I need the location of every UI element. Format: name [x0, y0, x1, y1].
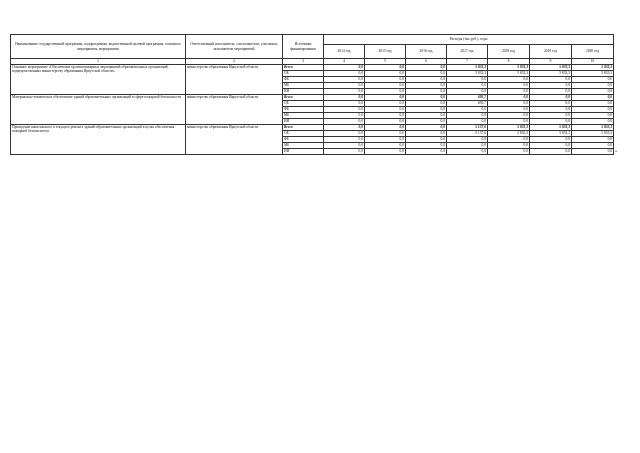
column-index: 2: [186, 59, 283, 65]
expense-value: 0,0: [488, 88, 530, 94]
funding-source: Всего: [283, 124, 324, 130]
expense-value: 0,0: [572, 136, 614, 142]
expense-value: 0,0: [530, 94, 572, 100]
expense-value: 0,0: [572, 88, 614, 94]
activity-executor: министерство образования Иркутской области: [186, 94, 283, 124]
expense-value: 0,0: [530, 148, 572, 154]
column-index: 4: [324, 59, 365, 65]
expense-value: 0,0: [365, 112, 406, 118]
expense-value: 0,0: [324, 112, 365, 118]
expense-value: 0,0: [488, 148, 530, 154]
header-executor: Ответственный исполнитель, соисполнители, участники, исполнители мероприятий: [186, 35, 283, 59]
funding-source: МБ: [283, 112, 324, 118]
expense-value: 5 833,3: [530, 124, 572, 130]
column-index: 9: [530, 59, 572, 65]
expense-value: 0,0: [488, 106, 530, 112]
expense-value: 5 833,3: [530, 130, 572, 136]
expense-value: 0,0: [447, 112, 488, 118]
expense-value: 0,0: [530, 112, 572, 118]
header-expenses: Расходы (тыс.руб.), годы: [324, 35, 614, 45]
header-year: 2018 год: [488, 45, 530, 59]
expense-value: 0,0: [530, 76, 572, 82]
financing-table: [10, 34, 614, 155]
expense-value: 5 833,3: [488, 64, 530, 70]
financing-table-sheet: [10, 34, 618, 155]
expense-value: 0,0: [324, 64, 365, 70]
table-body: [11, 64, 614, 154]
expense-value: 0,0: [447, 136, 488, 142]
expense-value: 0,0: [488, 118, 530, 124]
expense-value: 0,0: [572, 148, 614, 154]
expense-value: 695,7: [447, 94, 488, 100]
expense-value: 0,0: [406, 106, 447, 112]
expense-value: 5 833,3: [530, 64, 572, 70]
expense-value: 5 833,3: [488, 70, 530, 76]
expense-value: 0,0: [365, 148, 406, 154]
expense-value: 0,0: [447, 88, 488, 94]
expense-value: 0,0: [406, 88, 447, 94]
expense-value: 0,0: [572, 106, 614, 112]
expense-value: 0,0: [324, 76, 365, 82]
expense-value: 0,0: [406, 76, 447, 82]
expense-value: 0,0: [324, 142, 365, 148]
column-index: 3: [283, 59, 324, 65]
closing-mark: ».: [615, 148, 618, 153]
funding-source: Всего: [283, 94, 324, 100]
expense-value: 0,0: [406, 148, 447, 154]
expense-value: 0,0: [406, 70, 447, 76]
expense-value: 0,0: [447, 142, 488, 148]
expense-value: 0,0: [324, 94, 365, 100]
funding-source: ФБ: [283, 136, 324, 142]
expense-value: 0,0: [447, 106, 488, 112]
column-index: 10: [572, 59, 614, 65]
header-year: 2020 год: [572, 45, 614, 59]
expense-value: 0,0: [572, 94, 614, 100]
expense-value: 0,0: [488, 112, 530, 118]
header-name: Наименование государственной программы, подпрограммы, ведомственной целевой программы, основного мероприятия, мероприятия: [11, 35, 186, 59]
expense-value: 0,0: [324, 100, 365, 106]
activity-name: Основное мероприятие «Обеспечение противопожарных мероприятий образовательных организаций, подведомственных министерству образования Иркутской области»: [11, 64, 186, 94]
expense-value: 5 833,3: [447, 64, 488, 70]
expense-value: 0,0: [365, 76, 406, 82]
expense-value: 0,0: [530, 136, 572, 142]
header-year: 2014 год: [324, 45, 365, 59]
expense-value: 0,0: [324, 136, 365, 142]
expense-value: 0,0: [406, 130, 447, 136]
expense-value: 0,0: [324, 148, 365, 154]
column-index: 1: [11, 59, 186, 65]
expense-value: 0,0: [488, 82, 530, 88]
funding-source: ОБ: [283, 100, 324, 106]
funding-source: ОБ: [283, 70, 324, 76]
column-index: 8: [488, 59, 530, 65]
expense-value: 0,0: [324, 118, 365, 124]
funding-source: МБ: [283, 82, 324, 88]
expense-value: 0,0: [324, 106, 365, 112]
column-index: 6: [406, 59, 447, 65]
expense-value: 0,0: [572, 118, 614, 124]
expense-value: 0,0: [447, 148, 488, 154]
expense-value: 0,0: [488, 76, 530, 82]
expense-value: 0,0: [365, 64, 406, 70]
expense-value: 0,0: [365, 70, 406, 76]
expense-value: 0,0: [488, 94, 530, 100]
expense-value: 0,0: [530, 100, 572, 106]
funding-source: ФБ: [283, 106, 324, 112]
expense-value: 695,7: [447, 100, 488, 106]
header-year: 2015 год: [365, 45, 406, 59]
expense-value: 0,0: [365, 82, 406, 88]
expense-value: 0,0: [488, 142, 530, 148]
funding-source: Всего: [283, 64, 324, 70]
column-index: 7: [447, 59, 488, 65]
expense-value: 5 833,3: [530, 70, 572, 76]
header-source: Источники финансирования: [283, 35, 324, 59]
expense-value: 0,0: [572, 76, 614, 82]
activity-name: Проведение капитального и текущего ремонта зданий образовательных организаций в целях обеспечения пожарной безопасности: [11, 124, 186, 154]
expense-value: 0,0: [365, 88, 406, 94]
column-index: 5: [365, 59, 406, 65]
expense-value: 0,0: [365, 124, 406, 130]
activity-executor: министерство образования Иркутской области: [186, 124, 283, 154]
expense-value: 0,0: [572, 112, 614, 118]
expense-value: 5 833,3: [488, 124, 530, 130]
expense-value: 0,0: [406, 136, 447, 142]
header-year: 2017 год: [447, 45, 488, 59]
expense-value: 0,0: [324, 82, 365, 88]
expense-value: 0,0: [406, 64, 447, 70]
funding-source: ФБ: [283, 76, 324, 82]
funding-source: ОБ: [283, 130, 324, 136]
header-year: 2016 год: [406, 45, 447, 59]
expense-value: 0,0: [406, 100, 447, 106]
expense-value: 0,0: [406, 142, 447, 148]
expense-value: 0,0: [488, 100, 530, 106]
expense-value: 5 833,3: [447, 70, 488, 76]
expense-value: 0,0: [447, 82, 488, 88]
expense-value: 0,0: [324, 88, 365, 94]
expense-value: 5 137,6: [447, 124, 488, 130]
expense-value: 0,0: [572, 142, 614, 148]
expense-value: 0,0: [365, 100, 406, 106]
expense-value: 0,0: [406, 112, 447, 118]
expense-value: 0,0: [406, 82, 447, 88]
expense-value: 0,0: [572, 82, 614, 88]
expense-value: 0,0: [530, 106, 572, 112]
expense-value: 0,0: [447, 76, 488, 82]
expense-value: 0,0: [365, 106, 406, 112]
expense-value: 0,0: [488, 136, 530, 142]
expense-value: 5 833,3: [572, 130, 614, 136]
expense-value: 0,0: [447, 118, 488, 124]
expense-value: 5 833,3: [488, 130, 530, 136]
expense-value: 0,0: [365, 130, 406, 136]
expense-value: 0,0: [324, 70, 365, 76]
expense-value: 0,0: [365, 142, 406, 148]
funding-source: МБ: [283, 142, 324, 148]
expense-value: 0,0: [406, 118, 447, 124]
expense-value: 5 833,3: [572, 124, 614, 130]
funding-source: ИИ: [283, 118, 324, 124]
expense-value: 0,0: [365, 118, 406, 124]
expense-value: 5 833,3: [572, 70, 614, 76]
expense-value: 0,0: [530, 142, 572, 148]
expense-value: 5 833,3: [572, 64, 614, 70]
expense-value: 5 137,6: [447, 130, 488, 136]
expense-value: 0,0: [406, 94, 447, 100]
expense-value: 0,0: [365, 136, 406, 142]
expense-value: 0,0: [530, 82, 572, 88]
header-year: 2019 год: [530, 45, 572, 59]
expense-value: 0,0: [324, 124, 365, 130]
expense-value: 0,0: [530, 88, 572, 94]
expense-value: 0,0: [530, 118, 572, 124]
activity-name: Материально-техническое обеспечение зданий образовательных организаций в сфере пожарной безопасности: [11, 94, 186, 124]
activity-executor: министерство образования Иркутской области: [186, 64, 283, 94]
funding-source: ИИ: [283, 148, 324, 154]
expense-value: 0,0: [572, 100, 614, 106]
expense-value: 0,0: [324, 130, 365, 136]
expense-value: 0,0: [365, 94, 406, 100]
expense-value: 0,0: [406, 124, 447, 130]
funding-source: ИИ: [283, 88, 324, 94]
